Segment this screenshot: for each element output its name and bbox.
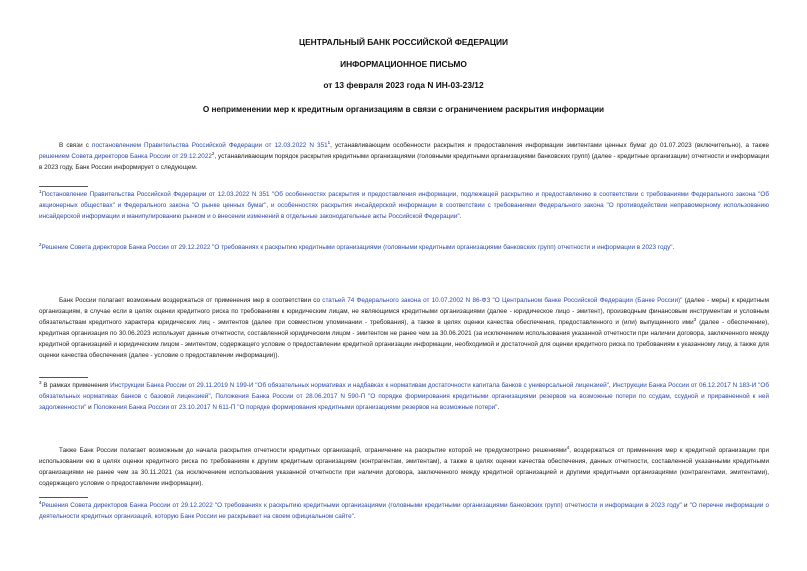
footnote-2-end: . bbox=[672, 244, 675, 251]
footnote-3 bbox=[39, 381, 769, 414]
link-info-list[interactable]: "О перечне информации о деятельности кредитных организаций, которую Банк России не раскрывает на своем официальном сайте" bbox=[39, 502, 769, 520]
footnote-4-end: . bbox=[353, 512, 356, 520]
footnote-divider bbox=[39, 497, 88, 498]
link-regulation-611[interactable]: Положения Банка России от 23.10.2017 N 611-П "О порядке формирования кредитными организациями резервов на возможные потери" bbox=[93, 403, 498, 411]
footnote-4-mark: 4 bbox=[39, 499, 42, 505]
footnote-1 bbox=[39, 190, 769, 223]
fn3-text-4: и bbox=[86, 403, 94, 411]
link-regulation-590[interactable]: Положения Банка России от 28.06.2017 N 590-П "О порядке формирования кредитными организациями резервов на возможные потери по ссудам, ссудной и приравненной к ней задолженности" bbox=[39, 392, 770, 411]
footnote-3-mark: 3 bbox=[39, 379, 42, 385]
footnote-2-mark: 2 bbox=[39, 241, 42, 247]
footnote-4 bbox=[39, 501, 769, 523]
p3-text-2: , воздержаться от применения мер к кредитной организации при использовании ею в целях оценки кредитного риска по требованиям к другим кредитным организациям (контрагентам, эмитентам), а также в целях оценки качества обеспечения, данных отчетности, составленной указанными кредитными организациями не ранее чем за 30.11.2021 (за исключением использования указанной отчетности при наличии договора, заключенного между кредитной организацией и другими кредитными организациями (контрагентами, эмитентами), содержащего условие о предоставлении информации). bbox=[39, 447, 769, 487]
footnote-3-end: . bbox=[497, 403, 500, 411]
doc-subject: О неприменении мер к кредитным организациям в связи с ограничением раскрытия информации bbox=[202, 105, 605, 114]
p2-text-1: Банк России полагает возможным воздержаться от применения мер в соответствии со bbox=[59, 297, 323, 304]
footnote-divider bbox=[39, 186, 88, 187]
footnote-1-end: . bbox=[459, 212, 462, 220]
fn3-text-3: , bbox=[210, 392, 216, 400]
paragraph-2 bbox=[39, 296, 769, 361]
footnote-2 bbox=[39, 243, 769, 254]
footnote-divider bbox=[39, 377, 88, 378]
footnote-1-link[interactable]: Постановление Правительства Российской Федерации от 12.03.2022 N 351 "Об особенностях раскрытия и предоставления информации, подлежащей раскрытию и предоставлению в соответствии с требованиями Федерального закона "Об акционерных обществах" и Федерального закона "О рынке ценных бумаг", и особенностях раскрытия инсайдерской информации в соответствии с требованиями Федерального закона "О противодействии неправомерному использованию инсайдерской информации и манипулированию рынком и о внесении изменений в отдельные законодательные акты Российской Федерации" bbox=[39, 191, 769, 220]
doc-date-number: от 13 февраля 2023 года N ИН-03-23/12 bbox=[323, 80, 484, 90]
p2-text-2: (далее - меры) к кредитным организациям, в случае если в целях оценки кредитного риска по требованиям к юридическим лицам, не являющимся кредитными организациями (далее - юридическое лицо - эмитент), производным финансовым инструментам и условным обязательствам кредитного характера юридических лиц - эмитентов (далее при совместном упоминании - требования), а также в целях оценки качества обеспечения, предоставленного и (или) выпущенного ими bbox=[39, 297, 769, 326]
p3-text-1: Также Банк России полагает возможным до начала раскрытия отчетности кредитных организаций, ограничение на раскрытие которой не предусмотрено решениями bbox=[59, 447, 567, 454]
link-board-decisions[interactable]: Решения Совета директоров Банка России от 29.12.2022 "О требованиях к раскрытию кредитными организациями (головными кредитными организациями банковских групп) отчетности и информации в 2023 году" bbox=[41, 502, 682, 509]
link-federal-law-86[interactable]: статьей 74 Федерального закона от 10.07.2002 N 86-ФЗ "О Центральном банке Российской Федерации (Банке России)" bbox=[322, 297, 683, 304]
paragraph-1 bbox=[39, 141, 769, 174]
footnote-ref-3[interactable]: 3 bbox=[693, 316, 697, 322]
footnote-2-link[interactable]: Решение Совета директоров Банка России от 29.12.2022 "О требованиях к раскрытию кредитными организациями (головными кредитными организациями банковских групп) отчетности и информации в 2023 году" bbox=[41, 244, 673, 251]
fn3-text-2: , bbox=[608, 382, 613, 389]
fn3-text-1: В рамках применения bbox=[41, 382, 111, 389]
p1-text-3: , устанавливающим порядок раскрытия кредитными организациями (головными кредитными организациями банковских групп) (далее - кредитные организации) отчетности и информации в 2023 году, Банк России информирует о следующем. bbox=[39, 152, 769, 171]
p1-text-1: В связи с bbox=[59, 142, 93, 149]
link-board-decision[interactable]: решением Совета директоров Банка России от 29.12.2022 bbox=[39, 152, 212, 160]
footnote-ref-2[interactable]: 2 bbox=[211, 150, 215, 156]
fn4-text-1: и bbox=[681, 502, 690, 509]
p2-text-3: (далее - обеспечение), кредитная организация по 30.06.2023 использует данные отчетности, составленной юридическим лицом - эмитентом не ранее чем за 30.06.2021 (за исключением использования указанной отчетности при наличии договора, заключенного между кредитной организацией и юридическим лицом - эмитентом, содержащего условие о предоставлении кредитной организации информации, необходимой и достаточной для оценки кредитного риска по требованиям к указанному лицу, а также для оценки качества обеспечения (далее - условие о предоставлении информации)). bbox=[39, 318, 769, 359]
org-title: ЦЕНТРАЛЬНЫЙ БАНК РОССИЙСКОЙ ФЕДЕРАЦИИ bbox=[298, 37, 509, 47]
footnote-ref-4[interactable]: 4 bbox=[566, 444, 570, 450]
link-instruction-183[interactable]: Инструкции Банка России от 06.12.2017 N 183-И "Об обязательных нормативах банков с базовой лицензией" bbox=[39, 382, 769, 400]
link-instruction-199[interactable]: Инструкции Банка России от 29.11.2019 N 199-И "Об обязательных нормативах и надбавках к нормативам достаточности капитала банков с универсальной лицензией" bbox=[110, 382, 609, 389]
paragraph-3 bbox=[39, 446, 769, 490]
doc-type: ИНФОРМАЦИОННОЕ ПИСЬМО bbox=[340, 59, 467, 69]
footnote-1-mark: 1 bbox=[39, 188, 42, 194]
footnote-ref-1[interactable]: 1 bbox=[327, 139, 331, 145]
p1-text-2: , устанавливающим особенности раскрытия и предоставления информации эмитентами ценных бумаг до 01.07.2023 (включительно), а также bbox=[330, 142, 769, 149]
link-government-decree-351[interactable]: постановлением Правительства Российской Федерации от 12.03.2022 N 351 bbox=[92, 142, 328, 149]
